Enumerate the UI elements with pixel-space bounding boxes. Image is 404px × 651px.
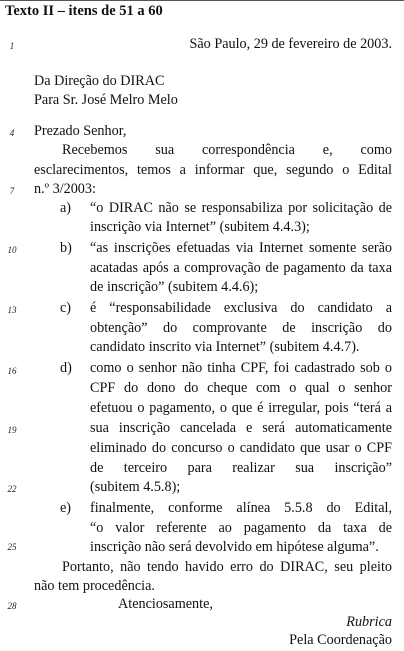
item-line: de terceiro para realizar sua inscrição” — [90, 460, 392, 476]
line-number: 28 — [7, 601, 17, 611]
item-line: eliminado do concurso o candidato que usar o CPF — [90, 440, 392, 456]
item-line: inscrição não será devolvido em hipótese alguma”. — [90, 539, 379, 555]
item-line: de inscrição” (subitem 4.4.6); — [90, 279, 259, 295]
line-number: 7 — [9, 186, 15, 196]
from-line: Da Direção do DIRAC — [34, 73, 165, 89]
top-rule — [0, 0, 404, 1]
item-line: efetuou o pagamento, o que é irregular, pois “terá a — [90, 400, 392, 416]
item-label: c) — [60, 300, 72, 316]
item-label: a) — [60, 200, 72, 216]
to-line: Para Sr. José Melro Melo — [34, 92, 178, 108]
item-line: “o DIRAC não se responsabiliza por solicitação de — [90, 200, 392, 216]
item-line: como o senhor não tinha CPF, foi cadastrado sob o — [90, 360, 392, 376]
item-line: “o valor referente ao pagamento da taxa de — [90, 520, 392, 536]
intro-line: n.º 3/2003: — [34, 181, 96, 197]
item-label: b) — [60, 240, 72, 256]
intro-line: esclarecimentos, temos a informar que, segundo o Edital — [34, 162, 392, 178]
line-number: 13 — [7, 305, 17, 315]
line-number: 16 — [7, 366, 17, 376]
item-line: inscrição via Internet” (subitem 4.4.3); — [90, 219, 310, 235]
line-number: 19 — [7, 425, 17, 435]
item-line: é “responsabilidade exclusiva do candidato a — [90, 300, 392, 316]
closing-line: Portanto, não tendo havido erro do DIRAC, seu pleito — [62, 559, 392, 575]
date-line: São Paulo, 29 de fevereiro de 2003. — [189, 36, 392, 52]
line-number: 10 — [7, 245, 17, 255]
item-line: obtenção” do comprovante de inscrição do — [90, 320, 392, 336]
closing-line: não tem procedência. — [34, 578, 155, 594]
intro-line: Recebemos sua correspondência e, como — [62, 142, 392, 158]
item-line: candidato inscrito via Internet” (subitem 4.4.7). — [90, 339, 360, 355]
line-number: 1 — [9, 41, 15, 51]
line-number: 22 — [7, 484, 17, 494]
item-line: acatadas após a comprovação de pagamento da taxa — [90, 260, 392, 276]
item-label: e) — [60, 500, 72, 516]
item-line: CPF do dono do cheque com o qual o senhor — [90, 380, 392, 396]
line-number: 25 — [7, 542, 17, 552]
item-line: sua inscrição cancelada e será automaticamente — [90, 420, 392, 436]
salutation: Prezado Senhor, — [34, 123, 127, 139]
signature-name: Pela Coordenação — [289, 632, 392, 648]
item-line: “as inscrições efetuadas via Internet somente serão — [90, 240, 392, 256]
section-title: Texto II – itens de 51 a 60 — [5, 3, 163, 19]
line-number: 4 — [9, 128, 15, 138]
signature-rubrica: Rubrica — [346, 614, 392, 630]
item-label: d) — [60, 360, 72, 376]
item-line: (subitem 4.5.8); — [90, 479, 181, 495]
item-line: finalmente, conforme alínea 5.5.8 do Edital, — [90, 500, 392, 516]
farewell: Atenciosamente, — [118, 596, 213, 612]
